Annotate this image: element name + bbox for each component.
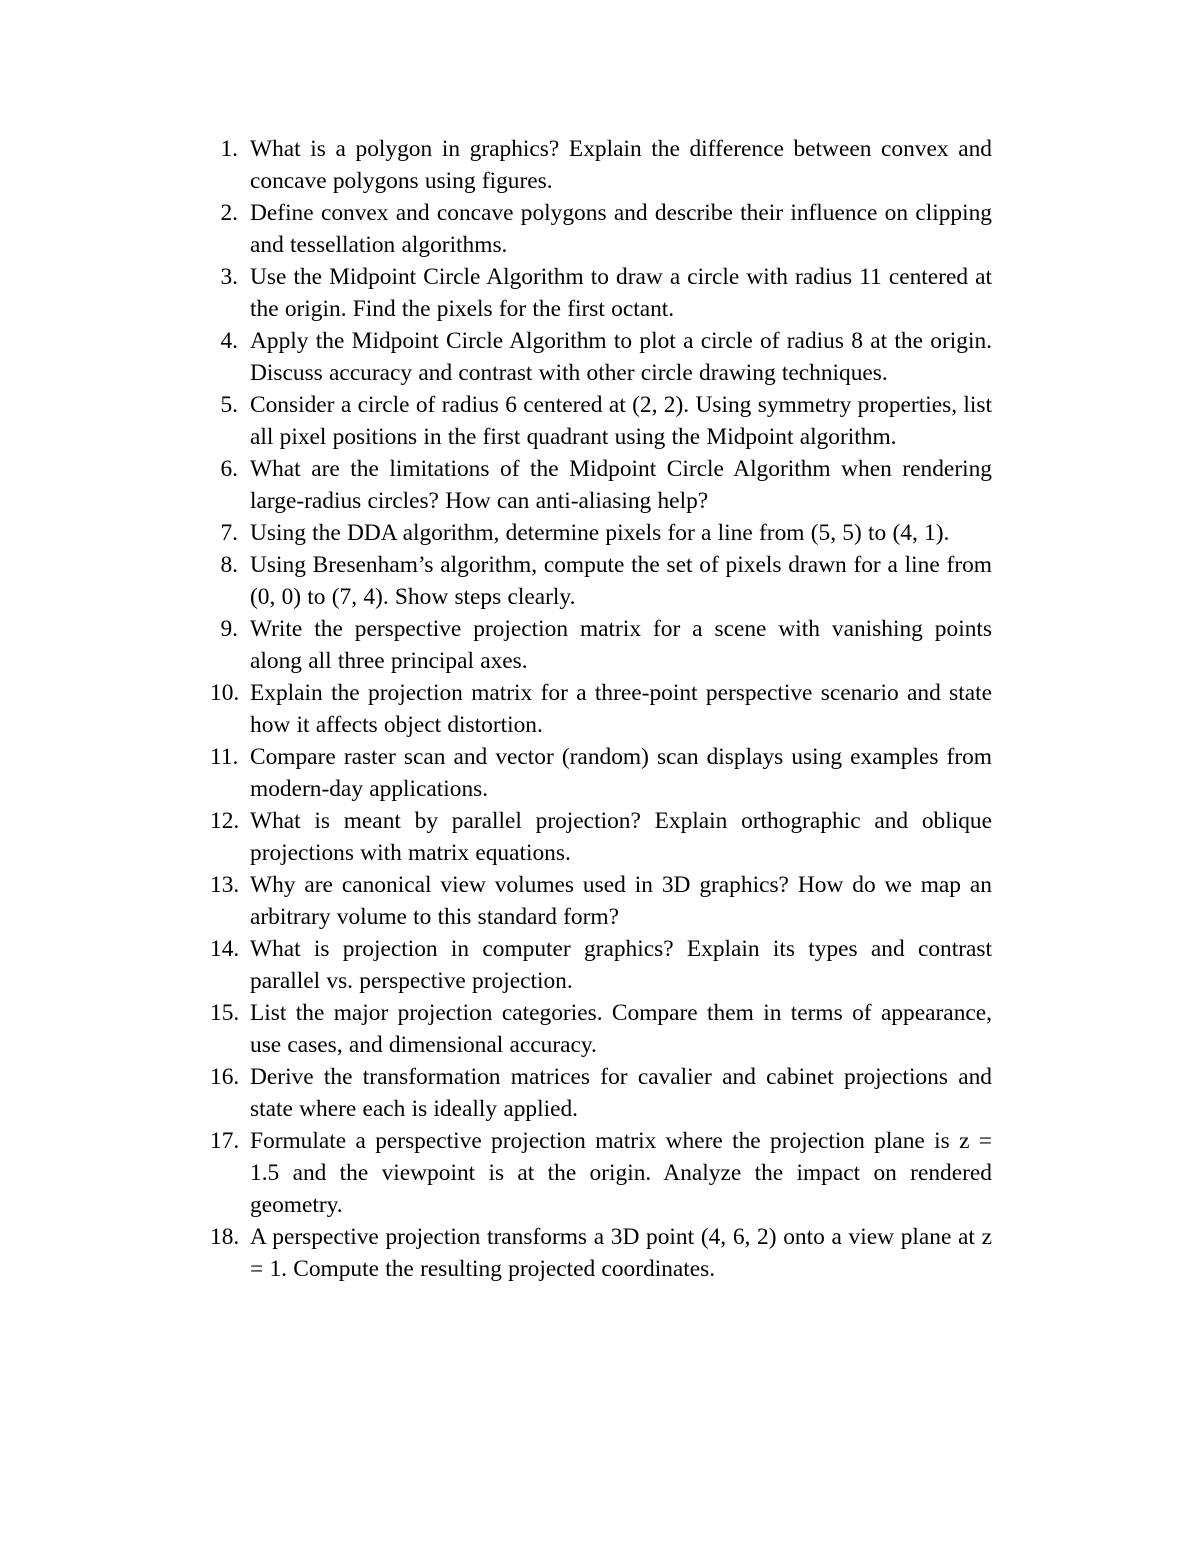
question-text: Using the DDA algorithm, determine pixels for a line from (5, 5) to (4, 1). xyxy=(250,520,950,546)
question-text: A perspective projection transforms a 3D point (4, 6, 2) onto a view plane at z = 1. Compute the resulting projected coordinates. xyxy=(250,1224,992,1282)
question-text: Compare raster scan and vector (random) scan displays using examples from modern-day applications. xyxy=(250,744,992,802)
question-item xyxy=(210,933,992,997)
question-number: 9. xyxy=(220,616,238,642)
question-number: 16. xyxy=(210,1064,240,1090)
question-item xyxy=(210,741,992,805)
question-item xyxy=(210,389,992,453)
question-item xyxy=(210,613,992,677)
question-text: List the major projection categories. Compare them in terms of appearance, use cases, and dimensional accuracy. xyxy=(250,1000,992,1058)
question-number: 3. xyxy=(220,264,238,290)
question-item xyxy=(210,1221,992,1285)
question-text: Apply the Midpoint Circle Algorithm to plot a circle of radius 8 at the origin. Discuss accuracy and contrast with other circle drawing techniques. xyxy=(250,328,992,386)
question-text: Formulate a perspective projection matrix where the projection plane is z = 1.5 and the viewpoint is at the origin. Analyze the impact on rendered geometry. xyxy=(250,1128,992,1218)
question-item xyxy=(210,453,992,517)
question-number: 18. xyxy=(210,1224,240,1250)
question-number: 8. xyxy=(220,552,238,578)
question-number: 14. xyxy=(210,936,240,962)
question-text: Derive the transformation matrices for cavalier and cabinet projections and state where each is ideally applied. xyxy=(250,1064,992,1122)
question-number: 10. xyxy=(210,680,240,706)
question-text: Explain the projection matrix for a three-point perspective scenario and state how it affects object distortion. xyxy=(250,680,992,738)
question-text: What is meant by parallel projection? Explain orthographic and oblique projections with matrix equations. xyxy=(250,808,992,866)
question-item xyxy=(210,133,992,197)
question-text: What are the limitations of the Midpoint Circle Algorithm when rendering large-radius circles? How can anti-aliasing help? xyxy=(250,456,992,514)
question-text: Define convex and concave polygons and describe their influence on clipping and tessellation algorithms. xyxy=(250,200,992,258)
question-number: 2. xyxy=(220,200,238,226)
question-item xyxy=(210,677,992,741)
question-number: 7. xyxy=(220,520,238,546)
question-text: Why are canonical view volumes used in 3D graphics? How do we map an arbitrary volume to this standard form? xyxy=(250,872,992,930)
question-list xyxy=(210,133,992,1285)
question-text: Using Bresenham’s algorithm, compute the set of pixels drawn for a line from (0, 0) to (7, 4). Show steps clearly. xyxy=(250,552,992,610)
question-item xyxy=(210,805,992,869)
question-item xyxy=(210,325,992,389)
question-text: Use the Midpoint Circle Algorithm to draw a circle with radius 11 centered at the origin. Find the pixels for the first octant. xyxy=(250,264,992,322)
question-number: 13. xyxy=(210,872,240,898)
question-number: 12. xyxy=(210,808,240,834)
question-item xyxy=(210,197,992,261)
question-item xyxy=(210,1061,992,1125)
question-item xyxy=(210,517,992,549)
question-text: Consider a circle of radius 6 centered at (2, 2). Using symmetry properties, list all pixel positions in the first quadrant using the Midpoint algorithm. xyxy=(250,392,992,450)
question-text: What is projection in computer graphics? Explain its types and contrast parallel vs. perspective projection. xyxy=(250,936,992,994)
question-item xyxy=(210,997,992,1061)
question-number: 17. xyxy=(210,1128,240,1154)
question-item xyxy=(210,869,992,933)
question-item xyxy=(210,1125,992,1221)
question-number: 5. xyxy=(220,392,238,418)
question-number: 15. xyxy=(210,1000,240,1026)
question-number: 1. xyxy=(220,136,238,162)
question-item xyxy=(210,261,992,325)
question-item xyxy=(210,549,992,613)
question-number: 4. xyxy=(220,328,238,354)
question-text: Write the perspective projection matrix for a scene with vanishing points along all three principal axes. xyxy=(250,616,992,674)
question-number: 6. xyxy=(220,456,238,482)
question-number: 11. xyxy=(210,744,239,770)
question-text: What is a polygon in graphics? Explain the difference between convex and concave polygons using figures. xyxy=(250,136,992,194)
